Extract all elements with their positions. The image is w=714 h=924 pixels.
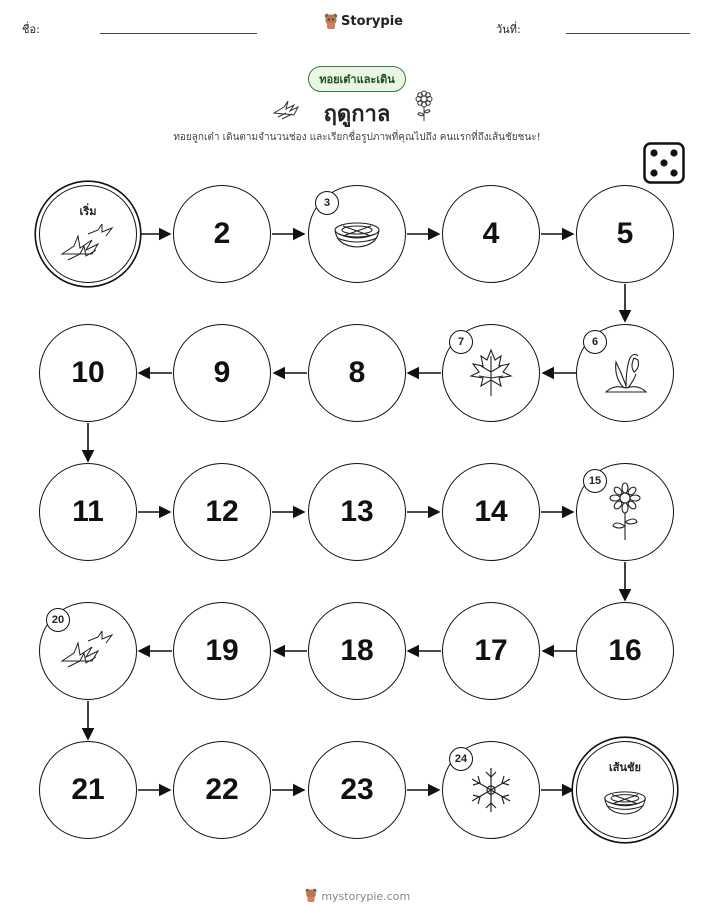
snowdrop-icon bbox=[600, 348, 650, 398]
cell-number: 2 bbox=[213, 217, 231, 250]
board-cell-5 bbox=[576, 185, 674, 283]
board-cell-22 bbox=[173, 741, 271, 839]
brand-name: Storypie bbox=[341, 13, 403, 29]
cell-number: 8 bbox=[348, 356, 366, 389]
snowflake-icon bbox=[467, 766, 515, 814]
board-cell-9 bbox=[173, 324, 271, 422]
board-cell-21 bbox=[39, 741, 137, 839]
cell-number: 5 bbox=[616, 217, 634, 250]
cell-tag-20: 20 bbox=[46, 608, 70, 632]
nest-icon bbox=[331, 218, 383, 250]
cell-number: 14 bbox=[474, 495, 508, 528]
cell-number: 4 bbox=[482, 217, 500, 250]
board-cell-8 bbox=[308, 324, 406, 422]
nest-icon bbox=[601, 787, 649, 817]
cell-number: 18 bbox=[340, 634, 374, 667]
cell-number: 17 bbox=[474, 634, 508, 667]
page-title: ฤดูกาล bbox=[323, 102, 391, 127]
board-cell-23 bbox=[308, 741, 406, 839]
board-cell-18 bbox=[308, 602, 406, 700]
game-type-badge: ทอยเต๋าและเดิน bbox=[308, 66, 406, 92]
board-cell-17 bbox=[442, 602, 540, 700]
board-cell-11 bbox=[39, 463, 137, 561]
board-cell-12 bbox=[173, 463, 271, 561]
start-cell bbox=[39, 185, 137, 283]
footer bbox=[0, 888, 714, 903]
cell-number: 16 bbox=[608, 634, 642, 667]
cell-tag-24: 24 bbox=[449, 747, 473, 771]
cell-number: 22 bbox=[205, 773, 239, 806]
board-cell-14 bbox=[442, 463, 540, 561]
board-cell-19 bbox=[173, 602, 271, 700]
bear-logo-icon bbox=[304, 888, 318, 902]
cell-number: 19 bbox=[205, 634, 239, 667]
maple-leaf-icon bbox=[469, 348, 513, 398]
cell-tag-3: 3 bbox=[315, 191, 339, 215]
date-label: วันที่: bbox=[496, 23, 521, 36]
board-cell-13 bbox=[308, 463, 406, 561]
birds-icon bbox=[58, 224, 118, 264]
footer-url[interactable]: mystorypie.com bbox=[321, 890, 411, 903]
instructions: ทอยลูกเต๋า เดินตามจำนวนช่อง และเรียกชื่อรูปภาพที่คุณไปถึง คนแรกที่ถึงเส้นชัยชนะ! bbox=[173, 132, 541, 143]
cell-number: 23 bbox=[340, 773, 374, 806]
cell-number: 12 bbox=[205, 495, 239, 528]
finish-label: เส้นชัย bbox=[609, 761, 641, 774]
cell-number: 21 bbox=[71, 773, 105, 806]
cell-number: 13 bbox=[340, 495, 374, 528]
cell-number: 10 bbox=[71, 356, 105, 389]
board-cell-2 bbox=[173, 185, 271, 283]
start-label: เริ่ม bbox=[79, 205, 97, 218]
cell-tag-6: 6 bbox=[583, 330, 607, 354]
board-cell-4 bbox=[442, 185, 540, 283]
cell-tag-7: 7 bbox=[449, 330, 473, 354]
birds-icon bbox=[58, 631, 118, 671]
name-label: ชื่อ: bbox=[22, 23, 40, 36]
board-cell-16 bbox=[576, 602, 674, 700]
finish-cell bbox=[576, 741, 674, 839]
cell-number: 9 bbox=[213, 356, 231, 389]
sunflower-icon bbox=[607, 482, 643, 542]
board-cell-10 bbox=[39, 324, 137, 422]
cell-number: 11 bbox=[72, 495, 104, 528]
cell-tag-15: 15 bbox=[583, 469, 607, 493]
